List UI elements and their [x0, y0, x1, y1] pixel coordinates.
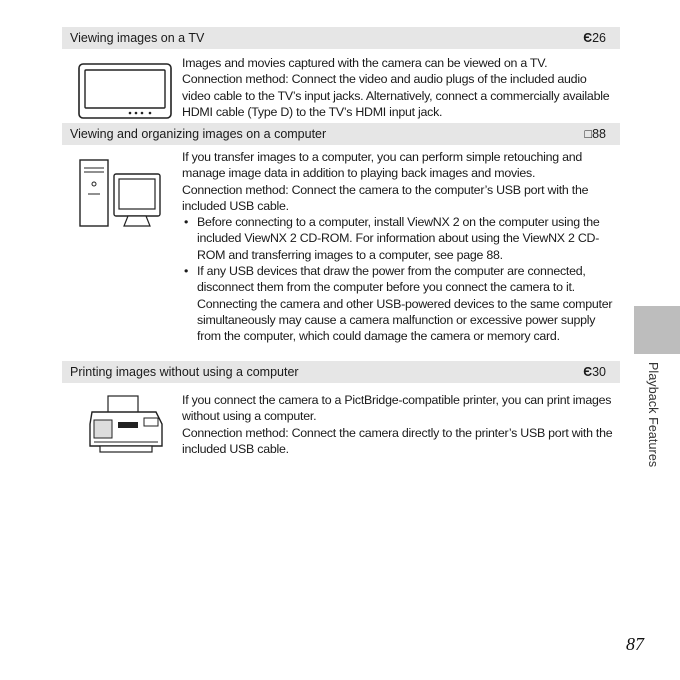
section-title: Printing images without using a computer [70, 365, 299, 379]
computer-icon [78, 158, 162, 230]
reference-number: 88 [592, 127, 606, 141]
reference-ref-e30 [583, 361, 606, 383]
chapter-tab [634, 306, 680, 354]
section-header-computer [62, 123, 620, 145]
printer-icon [86, 394, 166, 456]
chapter-label: Playback Features [646, 362, 660, 468]
section-title: Viewing images on a TV [70, 31, 205, 45]
tv-icon [78, 63, 172, 119]
paragraph: Images and movies captured with the camera can be viewed on a TV. [182, 56, 548, 70]
book-icon: □ [584, 127, 593, 141]
section-header-printer [62, 361, 620, 383]
bullet-item: • If any USB devices that draw the power from the computer are connected, disconnect them from the computer before you connect the camera to it. Connecting the camera and other USB-powered devices to the same computer simultaneously may cause a camera malfunction or excessive power supply from the computer, which could damage the camera or memory card. [182, 263, 614, 344]
paragraph: Connection method: Connect the camera directly to the printer’s USB port with the included USB cable. [182, 425, 613, 456]
paragraph: If you connect the camera to a PictBridge-compatible printer, you can print images without using a computer. [182, 393, 612, 424]
reference-number-display: 26 [592, 31, 606, 45]
bullet-list [182, 214, 614, 344]
reference-ref-88 [585, 123, 606, 145]
section-header-tv [62, 27, 620, 49]
paragraph: Connection method: Connect the camera to the computer’s USB port with the included USB cable. [182, 182, 589, 213]
paragraph: If you transfer images to a computer, you can perform simple retouching and manage image data in addition to playing back images and movies. [182, 150, 582, 181]
bullet-item: • Before connecting to a computer, install ViewNX 2 on the computer using the included ViewNX 2 CD-ROM. For information about using the ViewNX 2 CD-ROM and transferring images to a computer, see page 88. [182, 214, 614, 263]
section-body-printer [182, 392, 614, 457]
section-body-tv [182, 55, 614, 120]
section-title: Viewing and organizing images on a computer [70, 127, 327, 141]
page-number: 87 [626, 634, 644, 654]
reference-e-icon: Є [583, 31, 593, 45]
reference-e-icon: Є [583, 365, 593, 379]
reference-number-display: 30 [592, 365, 606, 379]
section-body-computer [182, 149, 614, 353]
paragraph: Connection method: Connect the video and audio plugs of the included audio video cable to the TV’s input jacks. Alternatively, connect a commercially available HDMI cable (Type D) to the TV’s HDMI input jack. [182, 72, 610, 119]
reference-ref-e26 [583, 27, 606, 49]
